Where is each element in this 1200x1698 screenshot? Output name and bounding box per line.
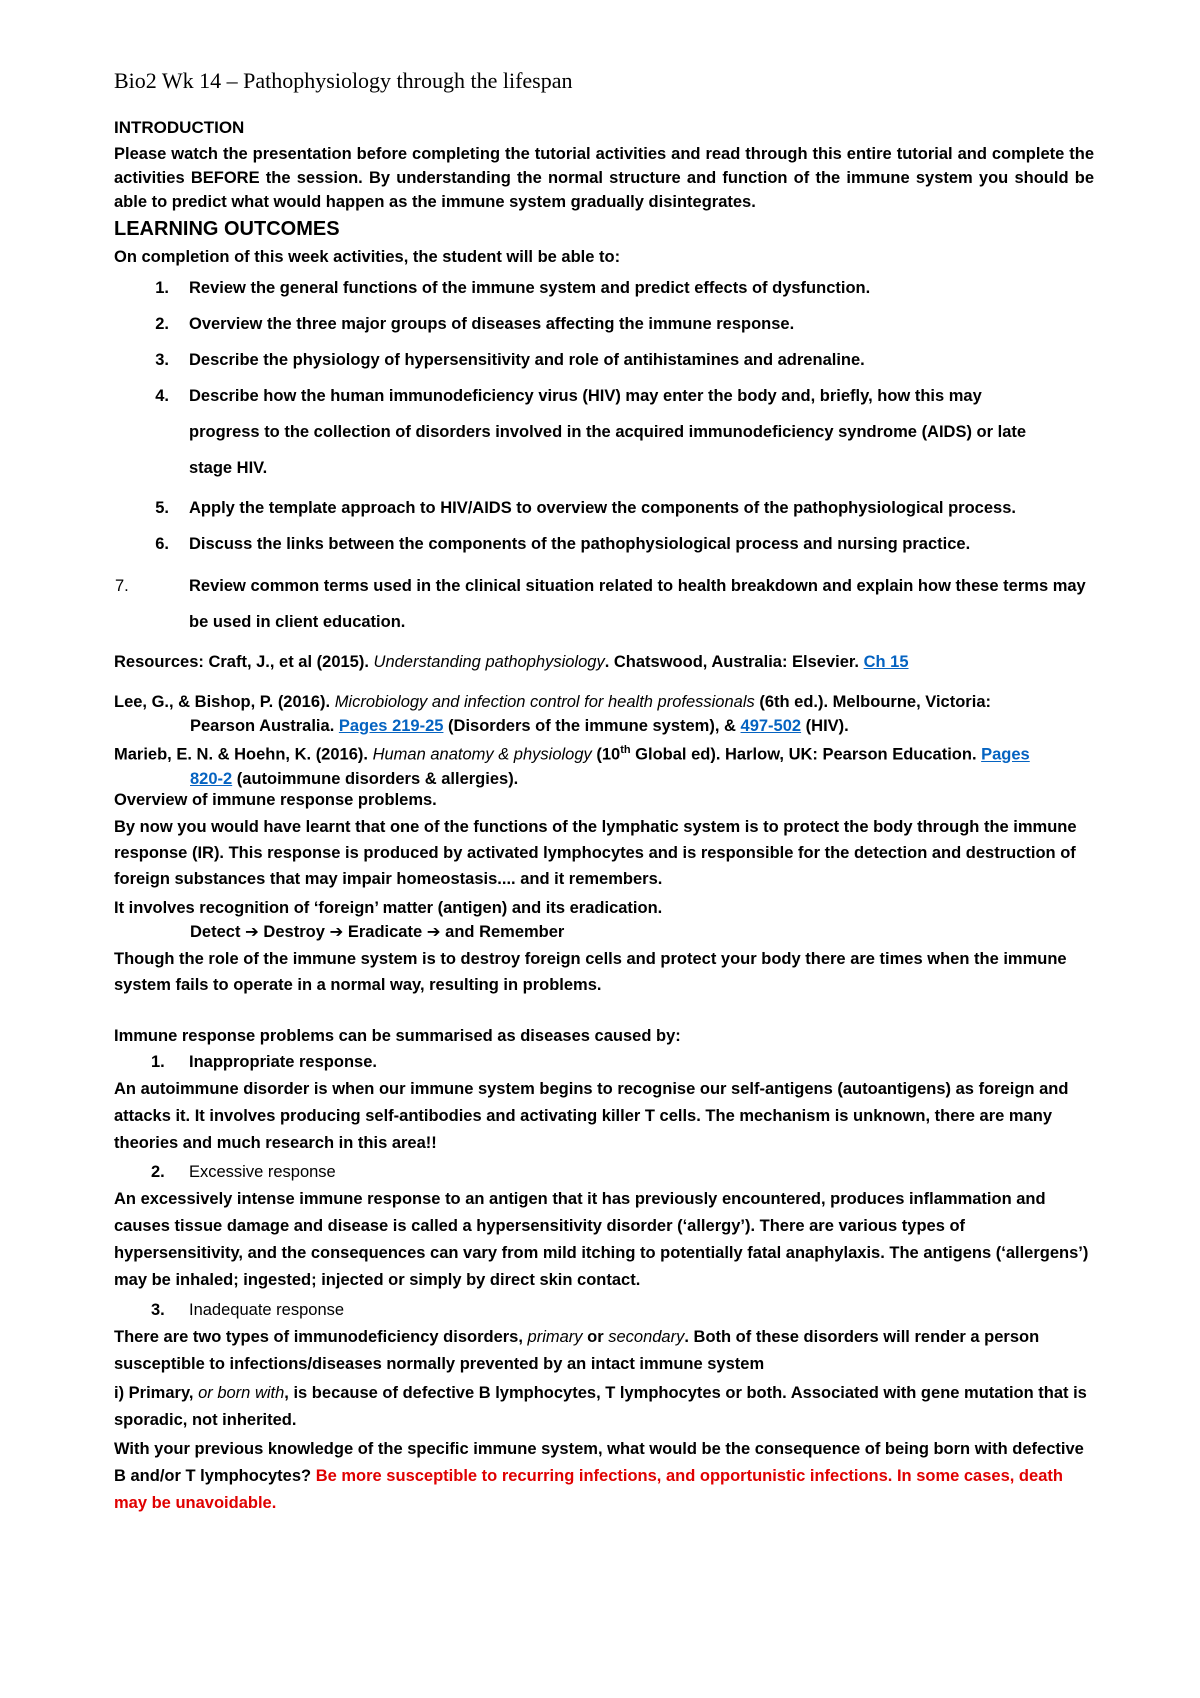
link-pages-820-2[interactable]: Pages [981, 745, 1030, 764]
resource-title: Microbiology and infection control for health professionals [334, 693, 755, 711]
resource-lee [114, 690, 1094, 738]
resource-text: Resources: Craft, J., et al (2015). [114, 653, 374, 671]
document-title: Bio2 Wk 14 – Pathophysiology through the lifespan [114, 68, 573, 93]
link-ch-15[interactable]: Ch 15 [863, 653, 909, 671]
outcome-number: 5. [155, 499, 169, 517]
outcome-number: 6. [155, 535, 169, 553]
problem-item [151, 1160, 336, 1184]
problem-number: 1. [151, 1053, 165, 1071]
link-pages-219-25[interactable]: Pages 219-25 [338, 717, 444, 735]
learning-outcomes-lead: On completion of this week activities, the student will be able to: [114, 248, 621, 266]
problem-number: 3. [151, 1301, 165, 1319]
overview-paragraph: By now you would have learnt that one of the functions of the lymphatic system is to protect the body through the immune response (IR). This response is produced by activated lymphocytes and is responsible for the detection and destruction of foreign substances that may impair homeostasis.... and it remembers. [114, 818, 1077, 888]
body-text: , is because of defective B lymphocytes, T lymphocytes or both. Associated with gene mutation that is sporadic, not inherited. [114, 1384, 1087, 1429]
answer-text: Be more susceptible to recurring infections, and opportunistic infections. In some cases, death may be unavoidable. [114, 1467, 1063, 1512]
immunodeficiency-types [114, 1324, 1094, 1378]
resource-text: (6th ed.). Melbourne, Victoria: [754, 693, 991, 711]
resource-superscript: th [620, 744, 631, 756]
outcome-text: Review the general functions of the immune system and predict effects of dysfunction. [189, 279, 871, 297]
problems-summary: Immune response problems can be summarised as diseases caused by: [114, 1027, 681, 1045]
resource-text: Marieb, E. N. & Hoehn, K. (2016). [114, 745, 373, 764]
resource-craft [114, 650, 1094, 674]
outcome-number: 2. [155, 315, 169, 333]
consequence-question [114, 1436, 1094, 1517]
resource-marieb [114, 738, 1094, 791]
problem-item [151, 1298, 344, 1322]
outcome-text: Describe how the human immunodeficiency virus (HIV) may enter the body and, briefly, how this may progress to the collection of disorders involved in the acquired immunodeficiency syndrome (AIDS) or late stage HIV. [189, 387, 1027, 477]
outcome-number: 4. [155, 387, 169, 405]
outcome-text: Describe the physiology of hypersensitivity and role of antihistamines and adrenaline. [189, 351, 865, 369]
problem-item [151, 1050, 377, 1074]
problem-label: Inadequate response [189, 1301, 345, 1319]
resource-title: Human anatomy & physiology [372, 745, 592, 764]
body-text: or [582, 1328, 609, 1346]
learning-outcomes-heading: LEARNING OUTCOMES [114, 218, 340, 240]
body-text: . Both of these disorders will render a person susceptible to infections/diseases normally prevented by an intact immune system [114, 1328, 1040, 1373]
body-text: There are two types of immunodeficiency disorders, [114, 1328, 528, 1346]
problem-description: An excessively intense immune response to an antigen that it has previously encountered, produces inflammation and causes tissue damage and disease is called a hypersensitivity disorder (‘allergy’). There are various types of hypersensitivity, and the consequences can vary from mild itching to potentially fatal anaphylaxis. The antigens (‘allergens’) may be inhaled; ingested; injected or simply by direct skin contact. [114, 1190, 1089, 1289]
resource-text: (HIV). [801, 717, 849, 735]
overview-antigen-line: It involves recognition of ‘foreign’ matter (antigen) and its eradication. [114, 899, 663, 917]
resource-text: (Disorders of the immune system), & [443, 717, 741, 735]
resource-text: (autoimmune disorders & allergies). [232, 769, 519, 788]
link-pages-820-2[interactable]: 820-2 [190, 769, 233, 788]
resource-text: Global ed). Harlow, UK: Pearson Education. [630, 745, 982, 764]
overview-failure-paragraph: Though the role of the immune system is to destroy foreign cells and protect your body there are times when the immune system fails to operate in a normal way, resulting in problems. [114, 950, 1067, 994]
outcome-text: Overview the three major groups of diseases affecting the immune response. [189, 315, 795, 333]
body-italic: secondary [608, 1328, 685, 1346]
problem-description: An autoimmune disorder is when our immune system begins to recognise our self-antigens (autoantigens) as foreign and attacks it. It involves producing self-antibodies and activating killer T cells. The mechanism is unknown, there are many theories and much research in this area!! [114, 1080, 1069, 1152]
question-text: With your previous knowledge of the specific immune system, what would be the consequence of being born with defective B and/or T lymphocytes? [114, 1440, 1084, 1485]
outcome-number: 7. [115, 577, 129, 595]
problem-label: Inappropriate response. [189, 1053, 377, 1071]
outcome-text: Apply the template approach to HIV/AIDS to overview the components of the pathophysiological process. [189, 499, 1016, 517]
resource-text: (10 [591, 745, 621, 764]
outcome-text: Discuss the links between the components of the pathophysiological process and nursing practice. [189, 535, 971, 553]
primary-immunodeficiency [114, 1380, 1094, 1434]
body-italic: primary [527, 1328, 583, 1346]
body-italic: or born with [198, 1384, 285, 1402]
outcome-number: 1. [155, 279, 169, 297]
resource-text: Pearson Australia. [190, 717, 339, 735]
resource-text: . Chatswood, Australia: Elsevier. [604, 653, 864, 671]
problem-number: 2. [151, 1163, 165, 1181]
outcome-number: 3. [155, 351, 169, 369]
immune-flow: Detect ➔ Destroy ➔ Eradicate ➔ and Remember [190, 923, 565, 941]
outcome-text: Review common terms used in the clinical situation related to health breakdown and explain how these terms may be used in client education. [189, 577, 1086, 631]
intro-heading: INTRODUCTION [114, 118, 245, 137]
intro-paragraph: Please watch the presentation before completing the tutorial activities and read through this entire tutorial and complete the activities BEFORE the session. By understanding the normal structure and function of the immune system you should be able to predict what would happen as the immune system gradually disintegrates. [114, 145, 1094, 211]
problem-label: Excessive response [189, 1163, 336, 1181]
body-text: i) Primary, [114, 1384, 199, 1402]
resource-title: Understanding pathophysiology [373, 653, 605, 671]
link-497-502[interactable]: 497-502 [740, 717, 802, 735]
resource-text: Lee, G., & Bishop, P. (2016). [114, 693, 335, 711]
overview-heading: Overview of immune response problems. [114, 791, 437, 809]
